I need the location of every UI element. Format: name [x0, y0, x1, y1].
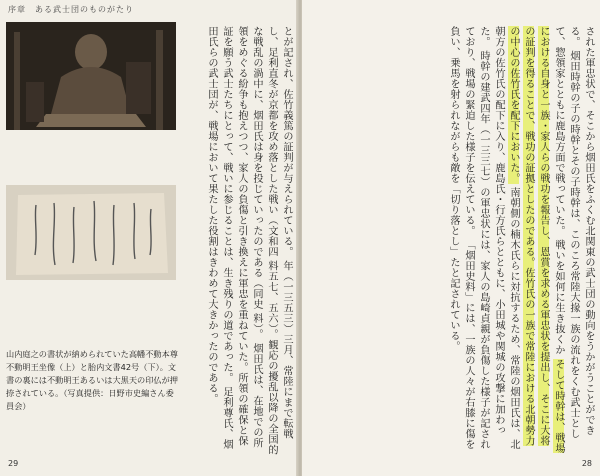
left-page-text: とが記され、佐竹義篤の証判が与えられている。 年（一三五三）三月、常陸にまで転戦し、足利直冬が京都を攻め落とした戦い（文和四 料五七、五六）。観応の擾乱以降の全国的な戦乱の渦中に、烟田氏は身を投じていったのである（同史 料）。 烟田氏は、在地での所領をめぐる紛争も抱えつつ、家人の負傷と引き換えに軍忠を重ねていた。所領の確保と保証を願う武士たちにとって、戦いに参じることは、生き残りの道であった。 足利尊氏、烟田氏らの武士団が、戦場において果たした役割はきわめて大きかったのである。: [206, 26, 292, 455]
temple-statue-photo: [6, 22, 176, 130]
page-number-left: 29: [8, 459, 19, 468]
left-page-body: [186, 26, 294, 456]
right-page: [302, 0, 600, 476]
right-page-body: [310, 26, 596, 456]
page-number-right: 28: [581, 459, 592, 468]
right-page-text: [446, 26, 596, 456]
running-head: 序章 ある武士団のものがたり: [8, 5, 134, 14]
caption-text: 山内庭之の書状が納められていた高幡不動本尊不動明王坐像（上）と胎内文書42号（下）。文書の裏には不動明王あるいは大黒天の印仏が押捺されている。（写真提供：日野市史編さん委員会）: [6, 349, 178, 411]
left-page: [0, 0, 298, 476]
text-before-highlight: された軍忠状で、そこから烟田氏をふくむ北関東の武士団の動向をうかがうことができる。 烟田時幹の子の時幹とその子時幹は、このころ常陸大掾一族の流れをくむ武士として、惣領家とともに鹿島方面で戦っていた。 戦いを如何に生き抜くか: [553, 26, 594, 440]
photo-caption: [6, 348, 178, 413]
text-after-highlight: 南朝側の楠木氏らに対抗するため、常陸の烟田氏は、北朝方の佐竹氏の配下に入り、鹿島氏・行方氏らとともに、小田城や関城の攻撃に加わった。 時幹の建武四年（一三三七）の軍忠状には、家人の島崎貞親が負傷した様子が記されており、戦場の緊迫した様子を伝えている。 「烟田史料」には、一族の人々が右膝に傷を負い、乗馬を射られながらも敵を「切り落とし」たと記されている。: [448, 26, 519, 450]
document-photo: [6, 185, 176, 280]
highlighted-text: そして時幹は、戦場における自身と一族・家人らの戦功を報告し、恩賞を求める軍忠状を提出し、そこに大将の証判を得ることで、戦功の証拠としたのである。佐竹氏の一族で常陸における北朝勢力の中心の佐竹氏を配下においた。: [508, 26, 564, 454]
